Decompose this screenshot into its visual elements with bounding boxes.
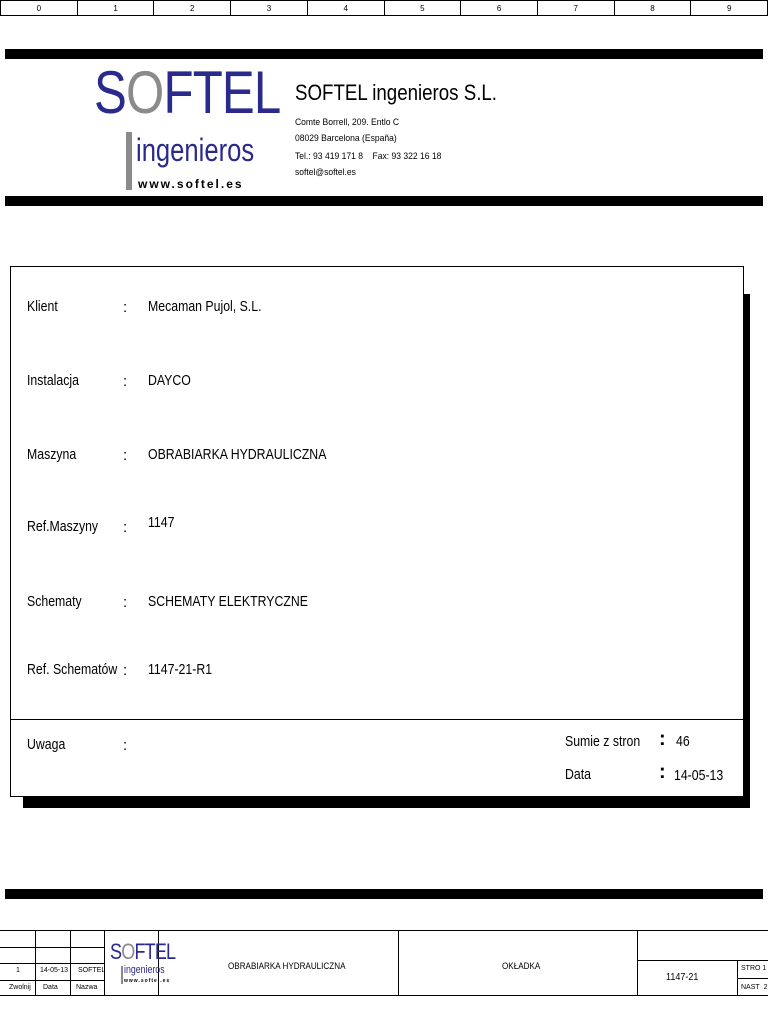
titleblock-sheet-title: OKŁADKA [502, 961, 541, 971]
field-value-installation: DAYCO [148, 372, 191, 389]
mini-logo-subtitle: ingenieros [124, 964, 165, 976]
header-bottom-bar [5, 196, 763, 206]
date-value: 14-05-13 [674, 767, 724, 784]
ruler-cell: 8 [615, 1, 692, 15]
field-value-machine-ref: 1147 [148, 514, 175, 531]
company-email: softel@softel.es [295, 167, 356, 178]
grid-line [0, 980, 104, 981]
ruler-cell: 1 [78, 1, 155, 15]
grid-line [0, 947, 104, 948]
name-header: Nazwa [76, 984, 98, 991]
logo-wordmark: SOFTEL [94, 59, 281, 126]
field-label-schematics-ref: Ref. Schematów [27, 661, 118, 678]
company-name: SOFTEL ingenieros S.L. [295, 80, 497, 105]
field-colon: : [659, 761, 666, 783]
titleblock-drawing-number: 1147-21 [666, 972, 699, 983]
ruler-cell: 0 [1, 1, 78, 15]
rev-date: 14-05-13 [40, 967, 69, 974]
grid-line [0, 963, 104, 964]
pages-label: Sumie z stron [565, 733, 641, 750]
box-separator [10, 719, 744, 720]
field-colon: : [123, 662, 128, 679]
field-value-schematics-ref: 1147-21-R1 [148, 661, 213, 678]
field-colon: : [123, 594, 128, 611]
field-label-installation: Instalacja [27, 372, 79, 389]
field-colon: : [659, 728, 666, 750]
date-label: Data [565, 766, 591, 783]
logo-subtitle: ingenieros [136, 132, 255, 168]
ruler-cell: 2 [154, 1, 231, 15]
mini-logo-web: www.softel.es [124, 978, 171, 984]
ruler-cell: 5 [385, 1, 462, 15]
company-contact [295, 151, 441, 162]
field-value-schematics: SCHEMATY ELEKTRYCZNE [148, 593, 308, 610]
field-label-machine: Maszyna [27, 446, 77, 463]
mini-logo-bar-icon [121, 966, 123, 984]
company-address2: 08029 Barcelona (España) [295, 133, 397, 144]
ruler-cell: 4 [308, 1, 385, 15]
field-label-machine-ref: Ref.Maszyny [27, 518, 99, 535]
grid-line [637, 960, 768, 961]
grid-line [104, 930, 105, 996]
rev-name: SOFTEL [78, 967, 106, 974]
next-page-indicator: NAST 2 [741, 984, 768, 991]
rev-number: 1 [16, 967, 20, 974]
field-colon: : [123, 519, 128, 536]
mini-logo-wordmark: SOFTEL [110, 939, 176, 964]
field-colon: : [123, 737, 128, 754]
field-label-client: Klient [27, 298, 58, 315]
field-colon: : [123, 373, 128, 390]
company-phone: Tel.: 93 419 171 8 [295, 151, 363, 162]
field-value-client: Mecaman Pujol, S.L. [148, 298, 262, 315]
company-fax: Fax: 93 322 16 18 [372, 151, 442, 162]
pages-value: 46 [676, 733, 690, 750]
titleblock-machine: OBRABIARKA HYDRAULICZNA [228, 961, 346, 971]
footer-top-bar [5, 889, 763, 899]
field-colon: : [123, 447, 128, 464]
date-header: Data [43, 984, 58, 991]
rev-header: Zwolnij [9, 984, 31, 991]
field-label-schematics: Schematy [27, 593, 82, 610]
remarks-label: Uwaga [27, 736, 66, 753]
column-ruler [0, 0, 768, 16]
grid-line [398, 930, 399, 996]
company-address1: Comte Borrell, 209. Entlo C [295, 117, 400, 128]
page-indicator: STRO 1 [741, 965, 767, 972]
field-colon: : [123, 299, 128, 316]
ruler-cell: 6 [461, 1, 538, 15]
ruler-cell: 3 [231, 1, 308, 15]
ruler-cell: 7 [538, 1, 615, 15]
logo-bar-icon [126, 132, 132, 190]
cover-info-box [10, 266, 744, 797]
grid-line [737, 978, 768, 979]
ruler-cell: 9 [726, 4, 732, 13]
logo-web: www.softel.es [138, 177, 244, 191]
field-value-machine: OBRABIARKA HYDRAULICZNA [148, 446, 327, 463]
grid-line [637, 930, 638, 996]
